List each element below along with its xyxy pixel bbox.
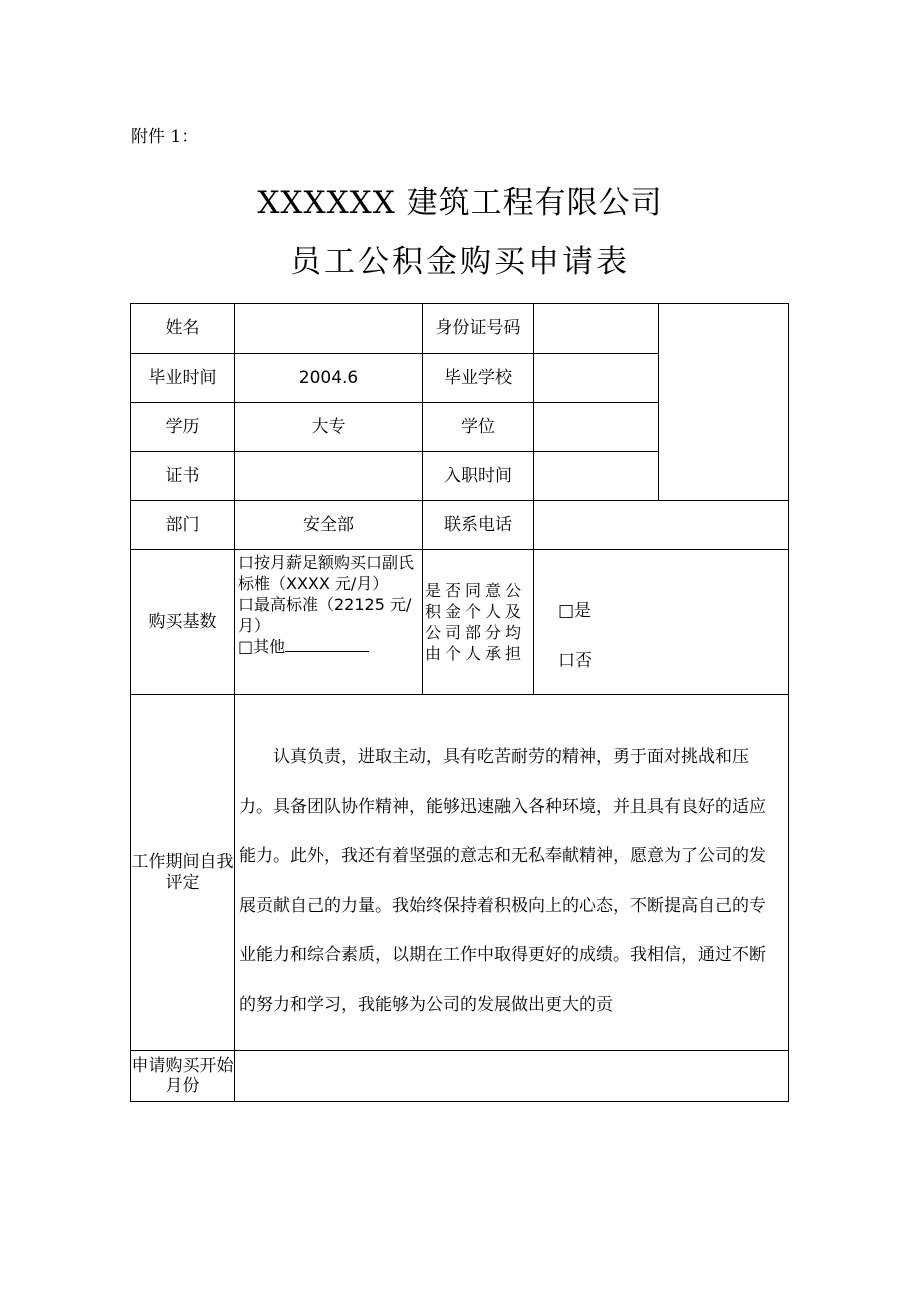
name-field[interactable] [234,303,423,354]
start-month-label: 申请购买开始月份 [130,1050,235,1102]
start-month-field[interactable] [234,1050,789,1102]
id-number-label: 身份证号码 [422,303,534,354]
self-evaluation-content[interactable] [234,694,789,1051]
phone-label: 联系电话 [422,500,534,550]
certificate-label: 证书 [130,451,235,501]
education-field[interactable]: 大专 [234,402,423,452]
phone-field[interactable] [533,500,789,550]
attachment-label: 附件 1： [131,127,199,147]
agree-options [533,549,789,695]
agree-question: 是否同意公积金个人及公司部分均由个人承担 [422,549,534,695]
option-full-salary[interactable]: 口按月薪足额购买口副氏标椎（XXXX 元/月） [238,553,415,593]
self-evaluation-text: 认真负责，进取主动，具有吃苦耐劳的精神，勇于面对挑战和压力。具备团队协作精神，能够迅速融入各种环境，并且具有良好的适应能力。此外，我还有着坚强的意志和无私奉献精神，愿意为了公司的发展贡献自己的力量。我始终保持着积极向上的心态，不断提高自己的专业能力和综合素质，以期在工作中取得更好的成绩。我相信，通过不断的努力和学习，我能够为公司的发展做出更大的贡 [239,747,766,1015]
option-max-standard[interactable]: 口最高标准（22125 元/月） [238,595,412,635]
degree-field[interactable] [533,402,659,452]
purchase-basis-options [234,549,423,695]
application-form [130,303,789,1102]
id-number-field[interactable] [533,303,659,354]
school-field[interactable] [533,353,659,403]
hire-date-label: 入职时间 [422,451,534,501]
degree-label: 学位 [422,402,534,452]
agree-yes-checkbox[interactable]: □是 [558,601,592,621]
option-other[interactable] [238,636,422,657]
purchase-basis-label: 购买基数 [130,549,235,695]
certificate-field[interactable] [234,451,423,501]
department-label: 部门 [130,500,235,550]
department-field[interactable]: 安全部 [234,500,423,550]
option-other-label: □其他 [238,637,286,656]
school-label: 毕业学校 [422,353,534,403]
self-evaluation-label: 工作期间自我评定 [130,694,235,1051]
option-other-blank[interactable] [285,637,369,652]
graduation-time-field[interactable]: 2004.6 [234,353,423,403]
agree-no-checkbox[interactable]: 口否 [558,651,592,671]
company-title: XXXXXX 建筑工程有限公司 [257,185,663,221]
education-label: 学历 [130,402,235,452]
graduation-time-label: 毕业时间 [130,353,235,403]
name-label: 姓名 [130,303,235,354]
form-title: 员工公积金购买申请表 [290,244,630,280]
photo-box [658,303,789,501]
hire-date-field[interactable] [533,451,659,501]
